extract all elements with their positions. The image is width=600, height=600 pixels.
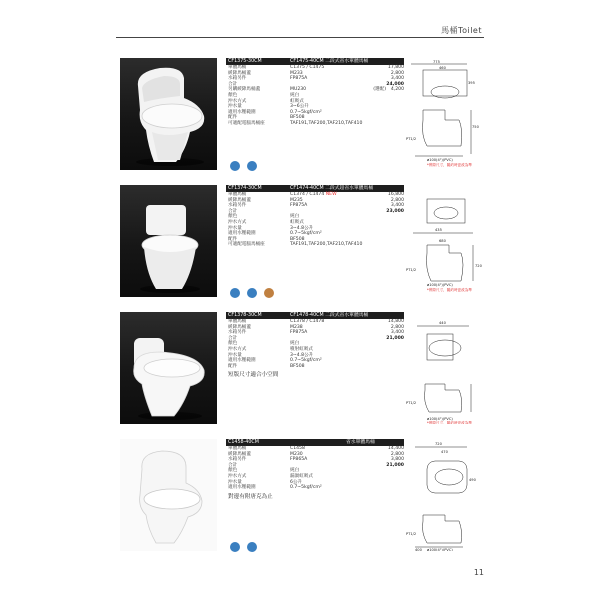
new-badge: NEW bbox=[325, 192, 337, 197]
model-bar bbox=[226, 439, 404, 446]
svg-text:ø100(4")(PVC): ø100(4")(PVC) bbox=[427, 417, 453, 421]
price-row: 水箱另件 FP865A 3,800 bbox=[228, 457, 404, 463]
certification-icons bbox=[230, 156, 264, 168]
model-code: CF1374-30CM bbox=[228, 186, 262, 191]
toilet-image bbox=[120, 312, 217, 424]
page-number: 11 bbox=[473, 568, 484, 577]
model-bar bbox=[226, 312, 404, 319]
svg-text:ø100(4")(PVC): ø100(4")(PVC) bbox=[427, 283, 453, 287]
header-rule bbox=[116, 37, 484, 38]
svg-text:*實際尺寸，隨約時更改為準: *實際尺寸，隨約時更改為準 bbox=[427, 163, 472, 167]
svg-text:490: 490 bbox=[469, 478, 476, 482]
svg-text:460: 460 bbox=[439, 66, 446, 70]
svg-text:400: 400 bbox=[415, 548, 422, 551]
toilet-image bbox=[120, 58, 217, 170]
dimension-drawing bbox=[405, 185, 487, 297]
spec-table bbox=[226, 185, 404, 248]
spec-row: 適用水壓範圍 0.7~5kgf/cm² bbox=[228, 231, 322, 237]
product-photo bbox=[120, 185, 217, 297]
model-name: 省水單體馬桶 bbox=[346, 440, 375, 445]
svg-text:*實際尺寸，隨約時更改為準: *實際尺寸，隨約時更改為準 bbox=[427, 421, 472, 424]
spec-row: 顏色 純白 bbox=[228, 468, 300, 474]
spec-table bbox=[226, 58, 404, 127]
toilet-image bbox=[120, 439, 217, 551]
quality-mark-icon bbox=[264, 288, 274, 298]
spec-row: 顏色 純白 bbox=[228, 341, 300, 347]
spec-row: 適用水壓範圍 0.7~5kgf/cm² bbox=[228, 358, 322, 364]
toilet-image bbox=[120, 185, 217, 297]
spec-row: 顏色 純白 bbox=[228, 92, 300, 98]
model-code: CF1378-30CM bbox=[228, 313, 262, 318]
svg-text:PT1/2: PT1/2 bbox=[406, 268, 417, 272]
svg-text:720: 720 bbox=[475, 264, 482, 268]
svg-text:750: 750 bbox=[472, 125, 479, 129]
svg-text:440: 440 bbox=[439, 321, 446, 325]
model-name: CF1478-40CM 二段式省水單體馬桶 bbox=[290, 313, 369, 318]
total-row: 合計 21,000 bbox=[228, 462, 404, 468]
model-bar bbox=[226, 185, 404, 192]
svg-text:PT1/2: PT1/2 bbox=[406, 137, 417, 141]
svg-text:ø100(4")(PVC): ø100(4")(PVC) bbox=[427, 548, 453, 551]
product-photo bbox=[120, 58, 217, 170]
spec-row: 沖水量 6公升 bbox=[228, 479, 303, 485]
toilet-dimension-diagram bbox=[405, 312, 487, 424]
svg-text:470: 470 bbox=[441, 450, 448, 454]
model-bar bbox=[226, 58, 404, 65]
model-name: CF1474-40CM 二段式超省水單體馬桶 bbox=[290, 186, 374, 191]
spec-table bbox=[226, 312, 404, 379]
price-row: 緩降馬桶蓋 M238 2,800 bbox=[228, 324, 404, 330]
spec-row: 顏色 純白 bbox=[228, 214, 300, 220]
option-row: 另購緩降馬桶蓋 MU230 (選配) 4,200 bbox=[228, 87, 404, 93]
spec-row: 沖水方式 噴射虹吸式 bbox=[228, 346, 313, 352]
spec-row: 適用水壓範圍 0.7~5kgf/cm² bbox=[228, 109, 322, 115]
product-card bbox=[120, 439, 485, 551]
product-photo bbox=[120, 312, 217, 424]
spec-row: 配件 BF508 bbox=[228, 363, 305, 369]
price-row: 水箱另件 FP875A 3,400 bbox=[228, 203, 404, 209]
model-code: C1458-40CM bbox=[228, 440, 259, 445]
svg-text:PT1/2: PT1/2 bbox=[406, 401, 417, 405]
eco-label-icon bbox=[247, 161, 257, 171]
price-row: 單體馬桶 C1378 / C1478 14,800 bbox=[228, 319, 404, 324]
total-row: 合計 24,000 bbox=[228, 81, 404, 87]
svg-text:ø100(4")(PVC): ø100(4")(PVC) bbox=[427, 158, 453, 162]
spec-row: 可適配電腦馬桶座 TAF191,TAF200,TAF210,TAF410 bbox=[228, 242, 363, 248]
total-row: 合計 23,000 bbox=[228, 208, 404, 214]
total-row: 合計 21,000 bbox=[228, 335, 404, 341]
spec-row: 沖水量 3~4.8公升 bbox=[228, 225, 314, 231]
water-saving-icon bbox=[230, 161, 240, 171]
product-photo bbox=[120, 439, 217, 551]
price-row: 緩降馬桶蓋 M233 2,800 bbox=[228, 70, 404, 76]
dimension-drawing bbox=[405, 58, 487, 170]
dimension-drawing bbox=[405, 312, 487, 424]
water-saving-icon bbox=[230, 542, 240, 552]
certification-icons bbox=[230, 537, 264, 549]
certification-icons bbox=[230, 283, 281, 295]
price-row: 水箱另件 FP875A 3,400 bbox=[228, 330, 404, 336]
svg-text:*實際尺寸，隨約時更改為準: *實際尺寸，隨約時更改為準 bbox=[427, 288, 472, 292]
toilet-dimension-diagram bbox=[405, 185, 487, 297]
price-row: 緩降馬桶蓋 M235 2,800 bbox=[228, 197, 404, 203]
spec-row: 適用水壓範圍 0.7~5kgf/cm² bbox=[228, 485, 322, 491]
spec-row: 沖水方式 虹吸式 bbox=[228, 219, 304, 225]
svg-text:680: 680 bbox=[439, 239, 446, 243]
spec-row: 配件 BF508 bbox=[228, 115, 305, 121]
product-card bbox=[120, 185, 485, 297]
model-code: CF1375-30CM bbox=[228, 59, 262, 64]
price-row: 單體馬桶 C1458 14,400 bbox=[228, 446, 404, 451]
product-card bbox=[120, 312, 485, 424]
product-note: 對邊有附唐克為止 bbox=[228, 493, 273, 500]
spec-table bbox=[226, 439, 404, 501]
svg-text:775: 775 bbox=[433, 60, 440, 64]
spec-row: 配件 BF508 bbox=[228, 236, 305, 242]
dimension-drawing bbox=[405, 439, 487, 551]
eco-label-icon bbox=[247, 288, 257, 298]
spec-row: 沖水量 3~4.8公升 bbox=[228, 352, 314, 358]
svg-text:720: 720 bbox=[435, 442, 442, 446]
toilet-dimension-diagram bbox=[405, 58, 487, 170]
water-saving-icon bbox=[230, 288, 240, 298]
eco-label-icon bbox=[247, 542, 257, 552]
price-row: 單體馬桶 C1375 / C1475 17,800 bbox=[228, 65, 404, 70]
price-row: 緩降馬桶蓋 M230 2,800 bbox=[228, 451, 404, 457]
spec-row: 可適配電腦馬桶座 TAF191,TAF200,TAF210,TAF410 bbox=[228, 120, 363, 126]
price-row: 單體馬桶 C1374 / C1474 NEW 16,800 bbox=[228, 192, 404, 197]
product-card bbox=[120, 58, 485, 170]
page-header bbox=[116, 28, 484, 38]
svg-text:PT1/2: PT1/2 bbox=[406, 532, 417, 536]
product-note: 短版尺寸適合小空間 bbox=[228, 372, 279, 379]
price-row: 水箱另件 FP875A 3,400 bbox=[228, 76, 404, 82]
svg-text:435: 435 bbox=[435, 228, 442, 232]
toilet-dimension-diagram bbox=[405, 439, 487, 551]
spec-row: 沖水量 3~6公升 bbox=[228, 104, 309, 110]
svg-text:395: 395 bbox=[468, 81, 475, 85]
model-name: CF1475-40CM 二段式省水單體馬桶 bbox=[290, 59, 369, 64]
spec-row: 沖水方式 漏渦虹吸式 bbox=[228, 473, 313, 479]
spec-row: 沖水方式 虹吸式 bbox=[228, 98, 304, 104]
page-title: 馬桶Toilet bbox=[441, 26, 482, 35]
